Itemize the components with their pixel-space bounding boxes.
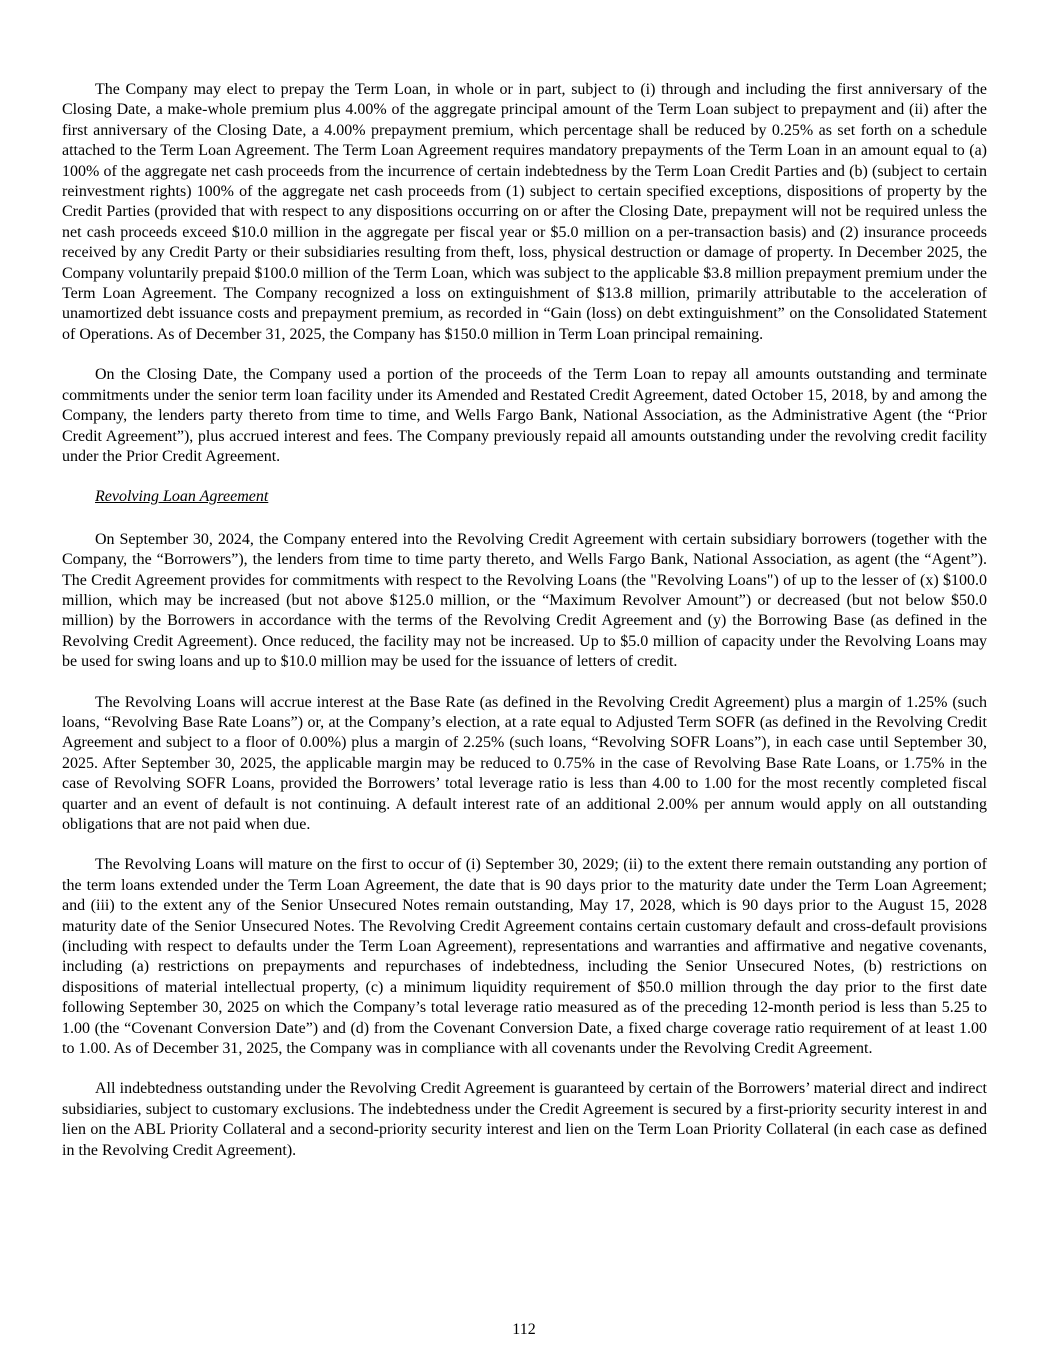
paragraph-revolving-maturity-covenants: The Revolving Loans will mature on the first to occur of (i) September 30, 2029; (ii) to the extent there remain outstanding any portion of the term loans extended under the Term Loan Agreement, the date that is 90 days prior to the maturity date under the Term Loan Agreement; and (iii) to the extent any of the Senior Unsecured Notes remain outstanding, May 17, 2028, which is 90 days prior to the August 15, 2028 maturity date of the Senior Unsecured Notes. The Revolving Credit Agreement contains certain customary default and cross-default provisions (including with respect to defaults under the Term Loan Agreement), representations and warranties and affirmative and negative covenants, including (a) restrictions on prepayments and repurchases of indebtedness, including the Senior Unsecured Notes, (b) restrictions on dispositions of material intellectual property, (c) a minimum liquidity requirement of $50.0 million through the day prior to the first date following September 30, 2025 on which the Company’s total leverage ratio measured as of the preceding 12-month period is less than 5.25 to 1.00 (the “Covenant Conversion Date”) and (d) from the Covenant Conversion Date, a fixed charge coverage ratio requirement of at least 1.00 to 1.00. As of December 31, 2025, the Company was in compliance with all covenants under the Revolving Credit Agreement. xyxy=(62,856,987,1058)
page-number: 112 xyxy=(512,1320,536,1338)
heading-revolving-loan-agreement: Revolving Loan Agreement xyxy=(95,488,269,506)
paragraph-revolving-interest-rates: The Revolving Loans will accrue interest at the Base Rate (as defined in the Revolving Credit Agreement) plus a margin of 1.25% (such loans, “Revolving Base Rate Loans”) or, at the Company’s election, at a rate equal to Adjusted Term SOFR (as defined in the Revolving Credit Agreement and subject to a floor of 0.00%) plus a margin of 2.25% (such loans, “Revolving SOFR Loans”), in each case until September 30, 2025. After September 30, 2025, the applicable margin may be reduced to 0.75% in the case of Revolving Base Rate Loans, or 1.75% in the case of Revolving SOFR Loans, provided the Borrowers’ total leverage ratio is less than 4.00 to 1.00 for the most recently completed fiscal quarter and an event of default is not continuing. A default interest rate of an additional 2.00% per annum would apply on all outstanding obligations that are not paid when due. xyxy=(62,693,987,833)
paragraph-closing-date-repayment: On the Closing Date, the Company used a portion of the proceeds of the Term Loan to repay all amounts outstanding and terminate commitments under the senior term loan facility under its Amended and Restated Credit Agreement, dated October 15, 2018, by and among the Company, the lenders party thereto from time to time, and Wells Fargo Bank, National Association, as the Administrative Agent (the “Prior Credit Agreement”), plus accrued interest and fees. The Company previously repaid all amounts outstanding under the revolving credit facility under the Prior Credit Agreement. xyxy=(62,366,987,465)
document-body xyxy=(62,80,987,1161)
paragraph-term-loan-prepayment: The Company may elect to prepay the Term Loan, in whole or in part, subject to (i) through and including the first anniversary of the Closing Date, a make-whole premium plus 4.00% of the aggregate principal amount of the Term Loan subject to prepayment and (ii) after the first anniversary of the Closing Date, a 4.00% prepayment premium, which percentage shall be reduced by 0.25% as set forth on a schedule attached to the Term Loan Agreement. The Term Loan Agreement requires mandatory prepayments of the Term Loan in an amount equal to (a) 100% of the aggregate net cash proceeds from the incurrence of certain indebtedness by the Term Loan Credit Parties and (b) (subject to certain reinvestment rights) 100% of the aggregate net cash proceeds from (1) subject to certain specified exceptions, dispositions of property by the Credit Parties (provided that with respect to any dispositions occurring on or after the Closing Date, prepayment will not be required unless the net cash proceeds exceed $10.0 million in the aggregate per fiscal year or $5.0 million on a per-transaction basis) and (2) insurance proceeds received by any Credit Party or their subsidiaries resulting from theft, loss, physical destruction or damage of property. In December 2025, the Company voluntarily prepaid $100.0 million of the Term Loan, which was subject to the applicable $3.8 million prepayment premium under the Term Loan Agreement. The Company recognized a loss on extinguishment of $13.8 million, primarily attributable to the acceleration of unamortized debt issuance costs and prepayment premium, as recorded in “Gain (loss) on debt extinguishment” on the Consolidated Statement of Operations. As of December 31, 2025, the Company has $150.0 million in Term Loan principal remaining. xyxy=(62,81,987,343)
paragraph-revolving-guarantees: All indebtedness outstanding under the Revolving Credit Agreement is guaranteed by certain of the Borrowers’ material direct and indirect subsidiaries, subject to customary exclusions. The indebtedness under the Credit Agreement is secured by a first-priority security interest in and lien on the ABL Priority Collateral and a second-priority security interest and lien on the Term Loan Priority Collateral (in each case as defined in the Revolving Credit Agreement). xyxy=(62,1080,987,1159)
paragraph-revolving-agreement-intro: On September 30, 2024, the Company entered into the Revolving Credit Agreement with certain subsidiary borrowers (together with the Company, the “Borrowers”), the lenders from time to time party thereto, and Wells Fargo Bank, National Association, as agent (the “Agent”). The Credit Agreement provides for commitments with respect to the Revolving Loans (the "Revolving Loans") of up to the lesser of (x) $100.0 million, which may be increased (but not above $125.0 million, or the “Maximum Revolver Amount”) or decreased (but not below $50.0 million) by the Borrowers in accordance with the terms of the Revolving Credit Agreement and (y) the Borrowing Base (as defined in the Revolving Credit Agreement). Once reduced, the facility may not be increased. Up to $5.0 million of capacity under the Revolving Loans may be used for swing loans and up to $10.0 million may be used for the issuance of letters of credit. xyxy=(62,530,987,671)
page-footer xyxy=(0,1320,1048,1340)
